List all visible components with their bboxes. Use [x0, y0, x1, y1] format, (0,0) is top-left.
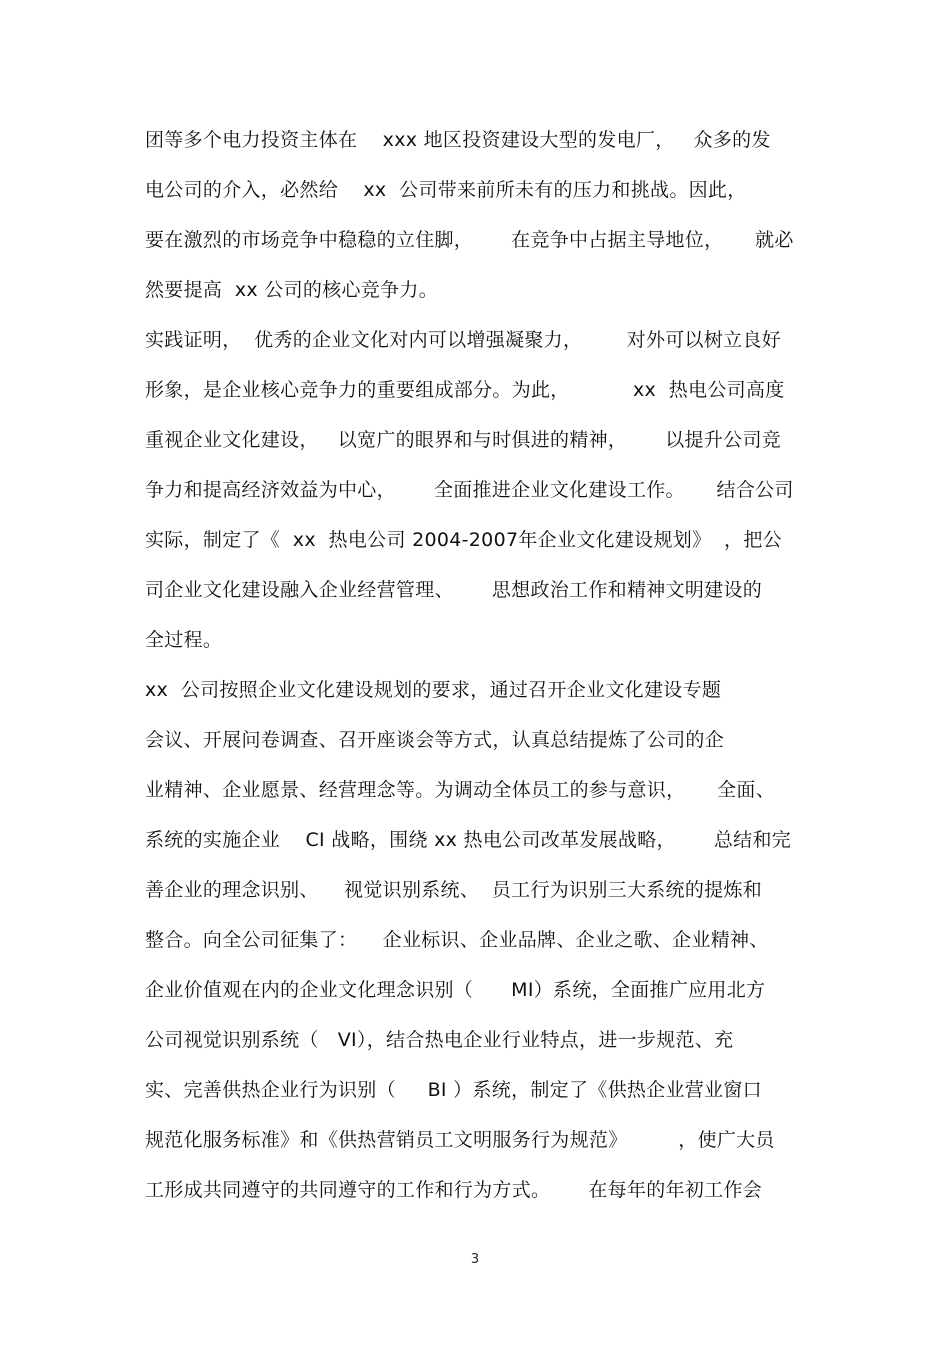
- text-line: 整合。向全公司征集了： 企业标识、企业品牌、企业之歌、企业精神、: [145, 929, 769, 951]
- text-line: 要在激烈的市场竞争中稳稳的立住脚， 在竞争中占据主导地位， 就必: [145, 229, 794, 251]
- text-line: 争力和提高经济效益为中心， 全面推进企业文化建设工作。 结合公司: [145, 479, 794, 501]
- text-line: 实际，制定了《 xx 热电公司 2004-2007年企业文化建设规划》 ，把公: [145, 529, 782, 551]
- text-line: 团等多个电力投资主体在 xxx 地区投资建设大型的发电厂， 众多的发: [145, 129, 771, 151]
- text-line: 形象，是企业核心竞争力的重要组成部分。为此， xx 热电公司高度: [145, 379, 785, 401]
- text-line: 企业价值观在内的企业文化理念识别（ MI）系统，全面推广应用北方: [145, 979, 766, 1001]
- text-line: 实、完善供热企业行为识别（ BI ）系统，制定了《供热企业营业窗口: [145, 1079, 762, 1101]
- text-line: 业精神、企业愿景、经营理念等。为调动全体员工的参与意识， 全面、: [145, 779, 775, 801]
- text-line: 公司视觉识别系统（ VI），结合热电企业行业特点，进一步规范、充: [145, 1029, 734, 1051]
- text-line: 规范化服务标准》和《供热营销员工文明服务行为规范》 ，使广大员: [145, 1129, 775, 1151]
- text-line: 会议、开展问卷调查、召开座谈会等方式，认真总结提炼了公司的企: [145, 729, 725, 751]
- page-number: 3: [470, 1252, 480, 1267]
- text-line: 司企业文化建设融入企业经营管理、 思想政治工作和精神文明建设的: [145, 579, 763, 601]
- text-line: 工形成共同遵守的共同遵守的工作和行为方式。 在每年的年初工作会: [145, 1179, 763, 1201]
- text-line: 系统的实施企业 CI 战略，围绕 xx 热电公司改革发展战略， 总结和完: [145, 829, 792, 851]
- text-line: 善企业的理念识别、 视觉识别系统、 员工行为识别三大系统的提炼和: [145, 879, 763, 901]
- text-line: xx 公司按照企业文化建设规划的要求，通过召开企业文化建设专题: [145, 679, 722, 701]
- text-line: 全过程。: [145, 629, 223, 651]
- text-line: 电公司的介入，必然给 xx 公司带来前所未有的压力和挑战。因此，: [145, 179, 747, 201]
- text-line: 然要提高 xx 公司的核心竞争力。: [145, 279, 439, 301]
- text-line: 重视企业文化建设， 以宽广的眼界和与时俱进的精神， 以提升公司竞: [145, 429, 782, 451]
- text-line: 实践证明， 优秀的企业文化对内可以增强凝聚力， 对外可以树立良好: [145, 329, 782, 351]
